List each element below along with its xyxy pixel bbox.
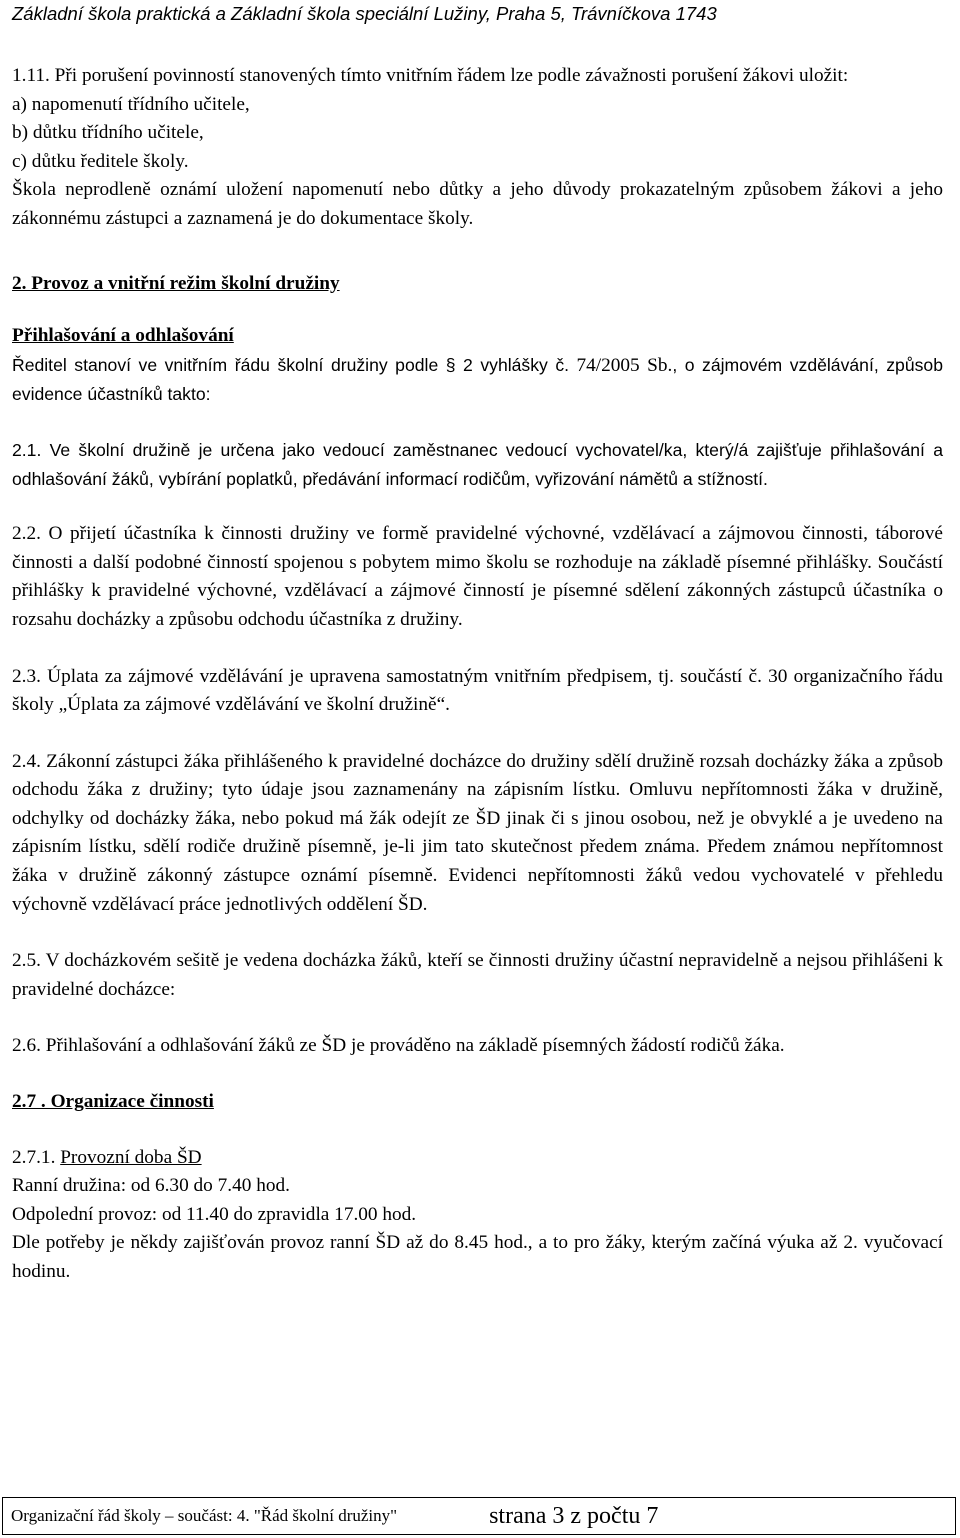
paragraph-2-5: 2.5. V docházkovém sešitě je vedena docházka žáků, kteří se činnosti družiny účastní nepravidelně a nejsou přihlášeni k pravidelné docházce: [12,950,943,1000]
paragraph-2-1: 2.1. Ve školní družině je určena jako vedoucí zaměstnanec vedoucí vychovatel/ka, který/á zajišťuje přihlašování a odhlašování žáků, vybírání poplatků, předávání informací rodičům, vyřizování námětů a stížností. [12,439,943,489]
morning-hours: Ranní družina: od 6.30 do 7.40 hod. [12,1175,290,1197]
paragraph-2-2: 2.2. O přijetí účastníka k činnosti družiny ve formě pravidelné výchovné, vzdělávací a zájmovou činnosti, táborové činnosti a další podobné činností spojenou s pobytem mimo školu se rozhoduje na základě písemné přihlášky. Součástí přihlášky k pravidelné výchovné, vzdělávací a zájmové činností je písemné sdělení zákonných zástupců účastníka o rozsahu docházky a způsobu odchodu účastníka z družiny. [12,523,943,630]
section-2-subheading: Přihlašování a odhlašování [12,325,234,347]
section-1-11-paragraph: Škola neprodleně oznámí uložení napomenutí nebo důtky a jeho důvody prokazatelným způsobem žákovi a jeho zákonnému zástupci a zaznamená je do dokumentace školy. [12,179,943,229]
footer-page-number: strana 3 z počtu 7 [489,1502,659,1529]
paragraph-2-6: 2.6. Přihlašování a odhlašování žáků ze ŠD je prováděno na základě písemných žádostí rodičů žáka. [12,1035,785,1057]
footer-document-info: Organizační řád školy – součást: 4. "Řád školní družiny" [11,1506,398,1525]
subsection-title: Provozní doba ŠD [60,1146,202,1168]
paragraph-2-4: 2.4. Zákonní zástupci žáka přihlášeného k pravidelné docházce do družiny sdělí družině rozsah docházky žáka a způsob odchodu žáka z družiny; tyto údaje jsou zaznamenány na zápisním lístku. Omluvu nepřítomnosti žáka v družině, odchylky od docházky žáka, nebo pokud má žák odejít ze ŠD jinak či s jinou osobou, než je obvyklé a je uvedeno na zápisním lístku, sdělí rodiče družině písemně, je-li jim tato skutečnost předem známa. Předem známou nepřítomnost žáka v družině zákonný zástupce oznámí písemně. Evidenci nepřítomnosti žáků vedou vychovatelé v přehledu výchovně vzdělávací práce jednotlivých oddělení ŠD. [12,750,943,915]
intro-reference: 74/2005 Sb. [569,354,673,376]
paragraph-2-3: 2.3. Úplata za zájmové vzdělávání je upravena samostatným vnitřním předpisem, tj. součástí č. 30 organizačního řádu školy „Úplata za zájmové vzdělávání ve školní družině“. [12,665,943,716]
hours-note: Dle potřeby je někdy zajišťován provoz ranní ŠD až do 8.45 hod., a to pro žáky, kterým začíná výuka až 2. vyučovací hodinu. [12,1232,943,1282]
list-item-a: a) napomenutí třídního učitele, [12,93,250,115]
afternoon-hours: Odpolední provoz: od 11.40 do zpravidla 17.00 hod. [12,1203,417,1225]
section-2-intro [12,351,943,409]
document-header: Základní škola praktická a Základní škola speciální Lužiny, Praha 5, Trávníčkova 1743 [12,3,717,24]
section-2-7-heading: 2.7 . Organizace činnosti [12,1091,214,1113]
page-footer [2,1497,956,1535]
list-item-b: b) důtku třídního učitele, [12,122,204,144]
document-body [12,62,943,1287]
section-1-11-intro: 1.11. Při porušení povinností stanovených tímto vnitřním řádem lze podle závažnosti porušení žákovi uložit: [12,65,849,86]
section-2-heading: 2. Provoz a vnitřní režim školní družiny [12,272,340,294]
intro-tail: , o zájmovém vzdělávání, způsob evidence účastníků takto: [12,354,943,405]
subsection-number: 2.7.1. [12,1146,61,1168]
subsection-2-7-1 [12,1144,943,1173]
intro-text: Ředitel stanoví ve vnitřním řádu školní družiny podle § 2 vyhlášky č. [12,354,570,375]
list-item-c: c) důtku ředitele školy. [12,150,189,172]
